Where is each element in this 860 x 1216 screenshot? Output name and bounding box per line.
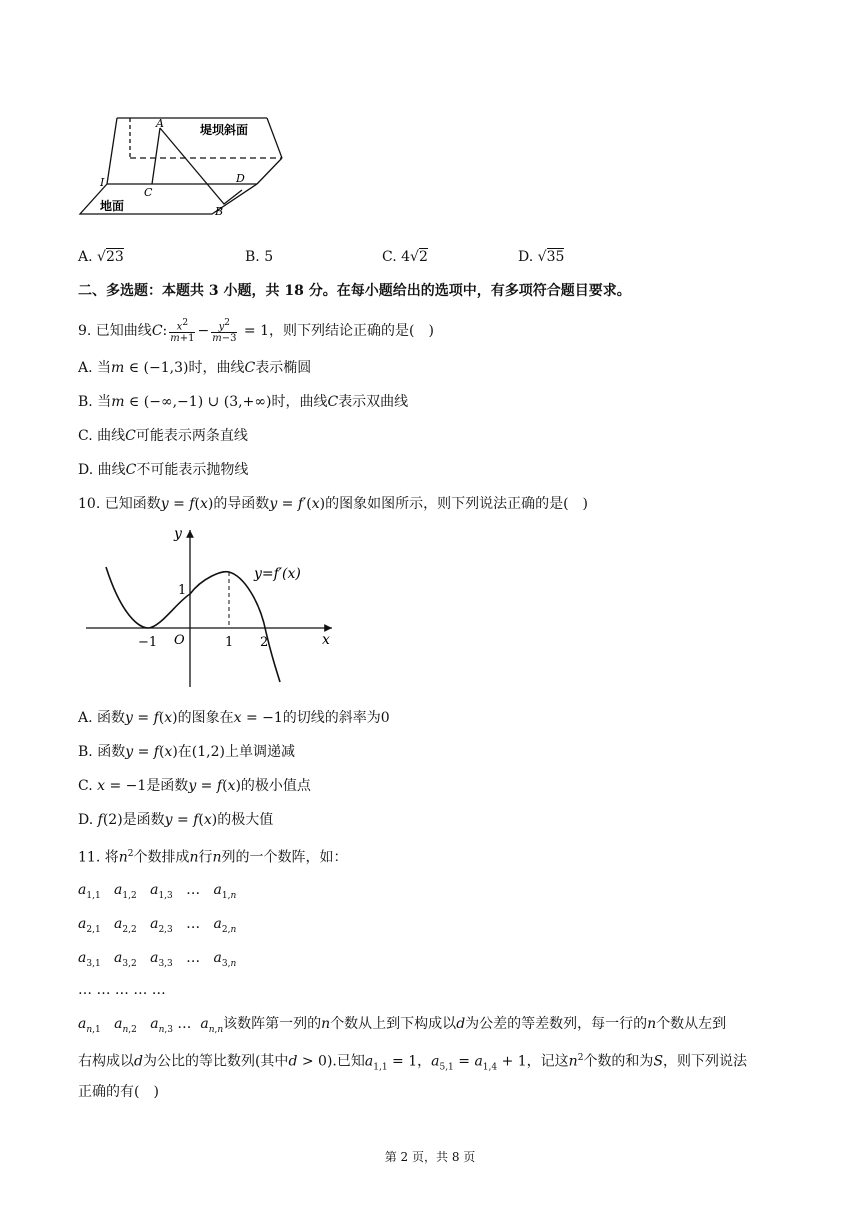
derivative-graph (82, 522, 342, 692)
q10-option-a: A. 函数y = f(x)的图象在x = −1的切线的斜率为0 (78, 710, 390, 726)
q9-option-d: D. 曲线C不可能表示抛物线 (78, 462, 249, 478)
label-B: B (215, 205, 224, 218)
y-axis-label: y (174, 526, 182, 542)
label-D: D (236, 172, 245, 185)
q8-option-b: B. 5 (245, 249, 274, 265)
q10-stem: 10. 已知函数y = f(x)的导函数y = f′(x)的图象如图所示，则下列说法正确的是( ) (78, 496, 589, 512)
tick-neg1: −1 (138, 635, 158, 650)
q8-option-d: D. √35 (518, 249, 565, 265)
q11-stem: 11. 将$n^2$个数排成n行n列的一个数阵，如： (78, 849, 348, 866)
label-A: A (156, 117, 164, 130)
q9-option-a: A. 当m ∈ (−1,3)时，曲线C表示椭圆 (78, 360, 312, 376)
matrix-row-2: $a_{2,1}$ $a_{2,2}$ $a_{2,3}$ … $a_{2,n}$ (78, 916, 237, 935)
q11-para-line2: 右构成以d为公比的等比数列(其中d > 0).已知$a_{1,1} = 1$，$a_{5,1} = a_{1,4} + 1$，记这$n^2$个数的和为S，则下列说法 (78, 1053, 748, 1073)
q10-option-b: B. 函数y = f(x)在(1,2)上单调递减 (78, 744, 295, 760)
matrix-row-3: $a_{3,1}$ $a_{3,2}$ $a_{3,3}$ … $a_{3,n}$ (78, 950, 237, 969)
q8-option-a: A. √23 (78, 249, 124, 265)
label-slope: 堤坝斜面 (200, 123, 249, 137)
tick-1: 1 (225, 635, 234, 650)
page-footer: 第 2 页，共 8 页 (384, 1150, 476, 1164)
ytick-1: 1 (178, 583, 187, 598)
q10-option-d: D. f(2)是函数y = f(x)的极大值 (78, 812, 274, 828)
section-heading: 二、多选题：本题共 3 小题，共 18 分。在每小题给出的选项中，有多项符合题目要求。 (78, 283, 631, 299)
q9-stem: 9. 已知曲线C: $\frac{x^2}{m+1}$ − $\frac{y^2}{m-3}$ = 1，则下列结论正确的是( ) (78, 318, 434, 345)
q11-para-line3: 正确的有( ) (78, 1084, 159, 1100)
curve-label: y=f′(x) (254, 566, 301, 582)
q9-option-c: C. 曲线C可能表示两条直线 (78, 428, 248, 444)
label-ground: 地面 (100, 199, 125, 213)
q11-para-line1: $a_{n,1}$ $a_{n,2}$ $a_{n,3}$ … $a_{n,n}$该数阵第一列的n个数从上到下构成以d为公差的等差数列，每一行的n个数从左到 (78, 1016, 727, 1035)
dam-slope-figure (72, 112, 292, 220)
tick-2: 2 (260, 635, 269, 650)
q9-option-b: B. 当m ∈ (−∞,−1) ∪ (3,+∞)时，曲线C表示双曲线 (78, 394, 409, 410)
x-axis-label: x (322, 632, 330, 648)
label-I: I (100, 176, 105, 189)
matrix-dots-row: … … … … … (78, 982, 166, 998)
label-C: C (144, 186, 153, 199)
q8-option-c: C. 4√2 (382, 249, 428, 265)
q10-option-c: C. x = −1是函数y = f(x)的极小值点 (78, 778, 311, 794)
origin-label: O (174, 633, 185, 648)
matrix-row-1: $a_{1,1}$ $a_{1,2}$ $a_{1,3}$ … $a_{1,n}$ (78, 882, 237, 901)
